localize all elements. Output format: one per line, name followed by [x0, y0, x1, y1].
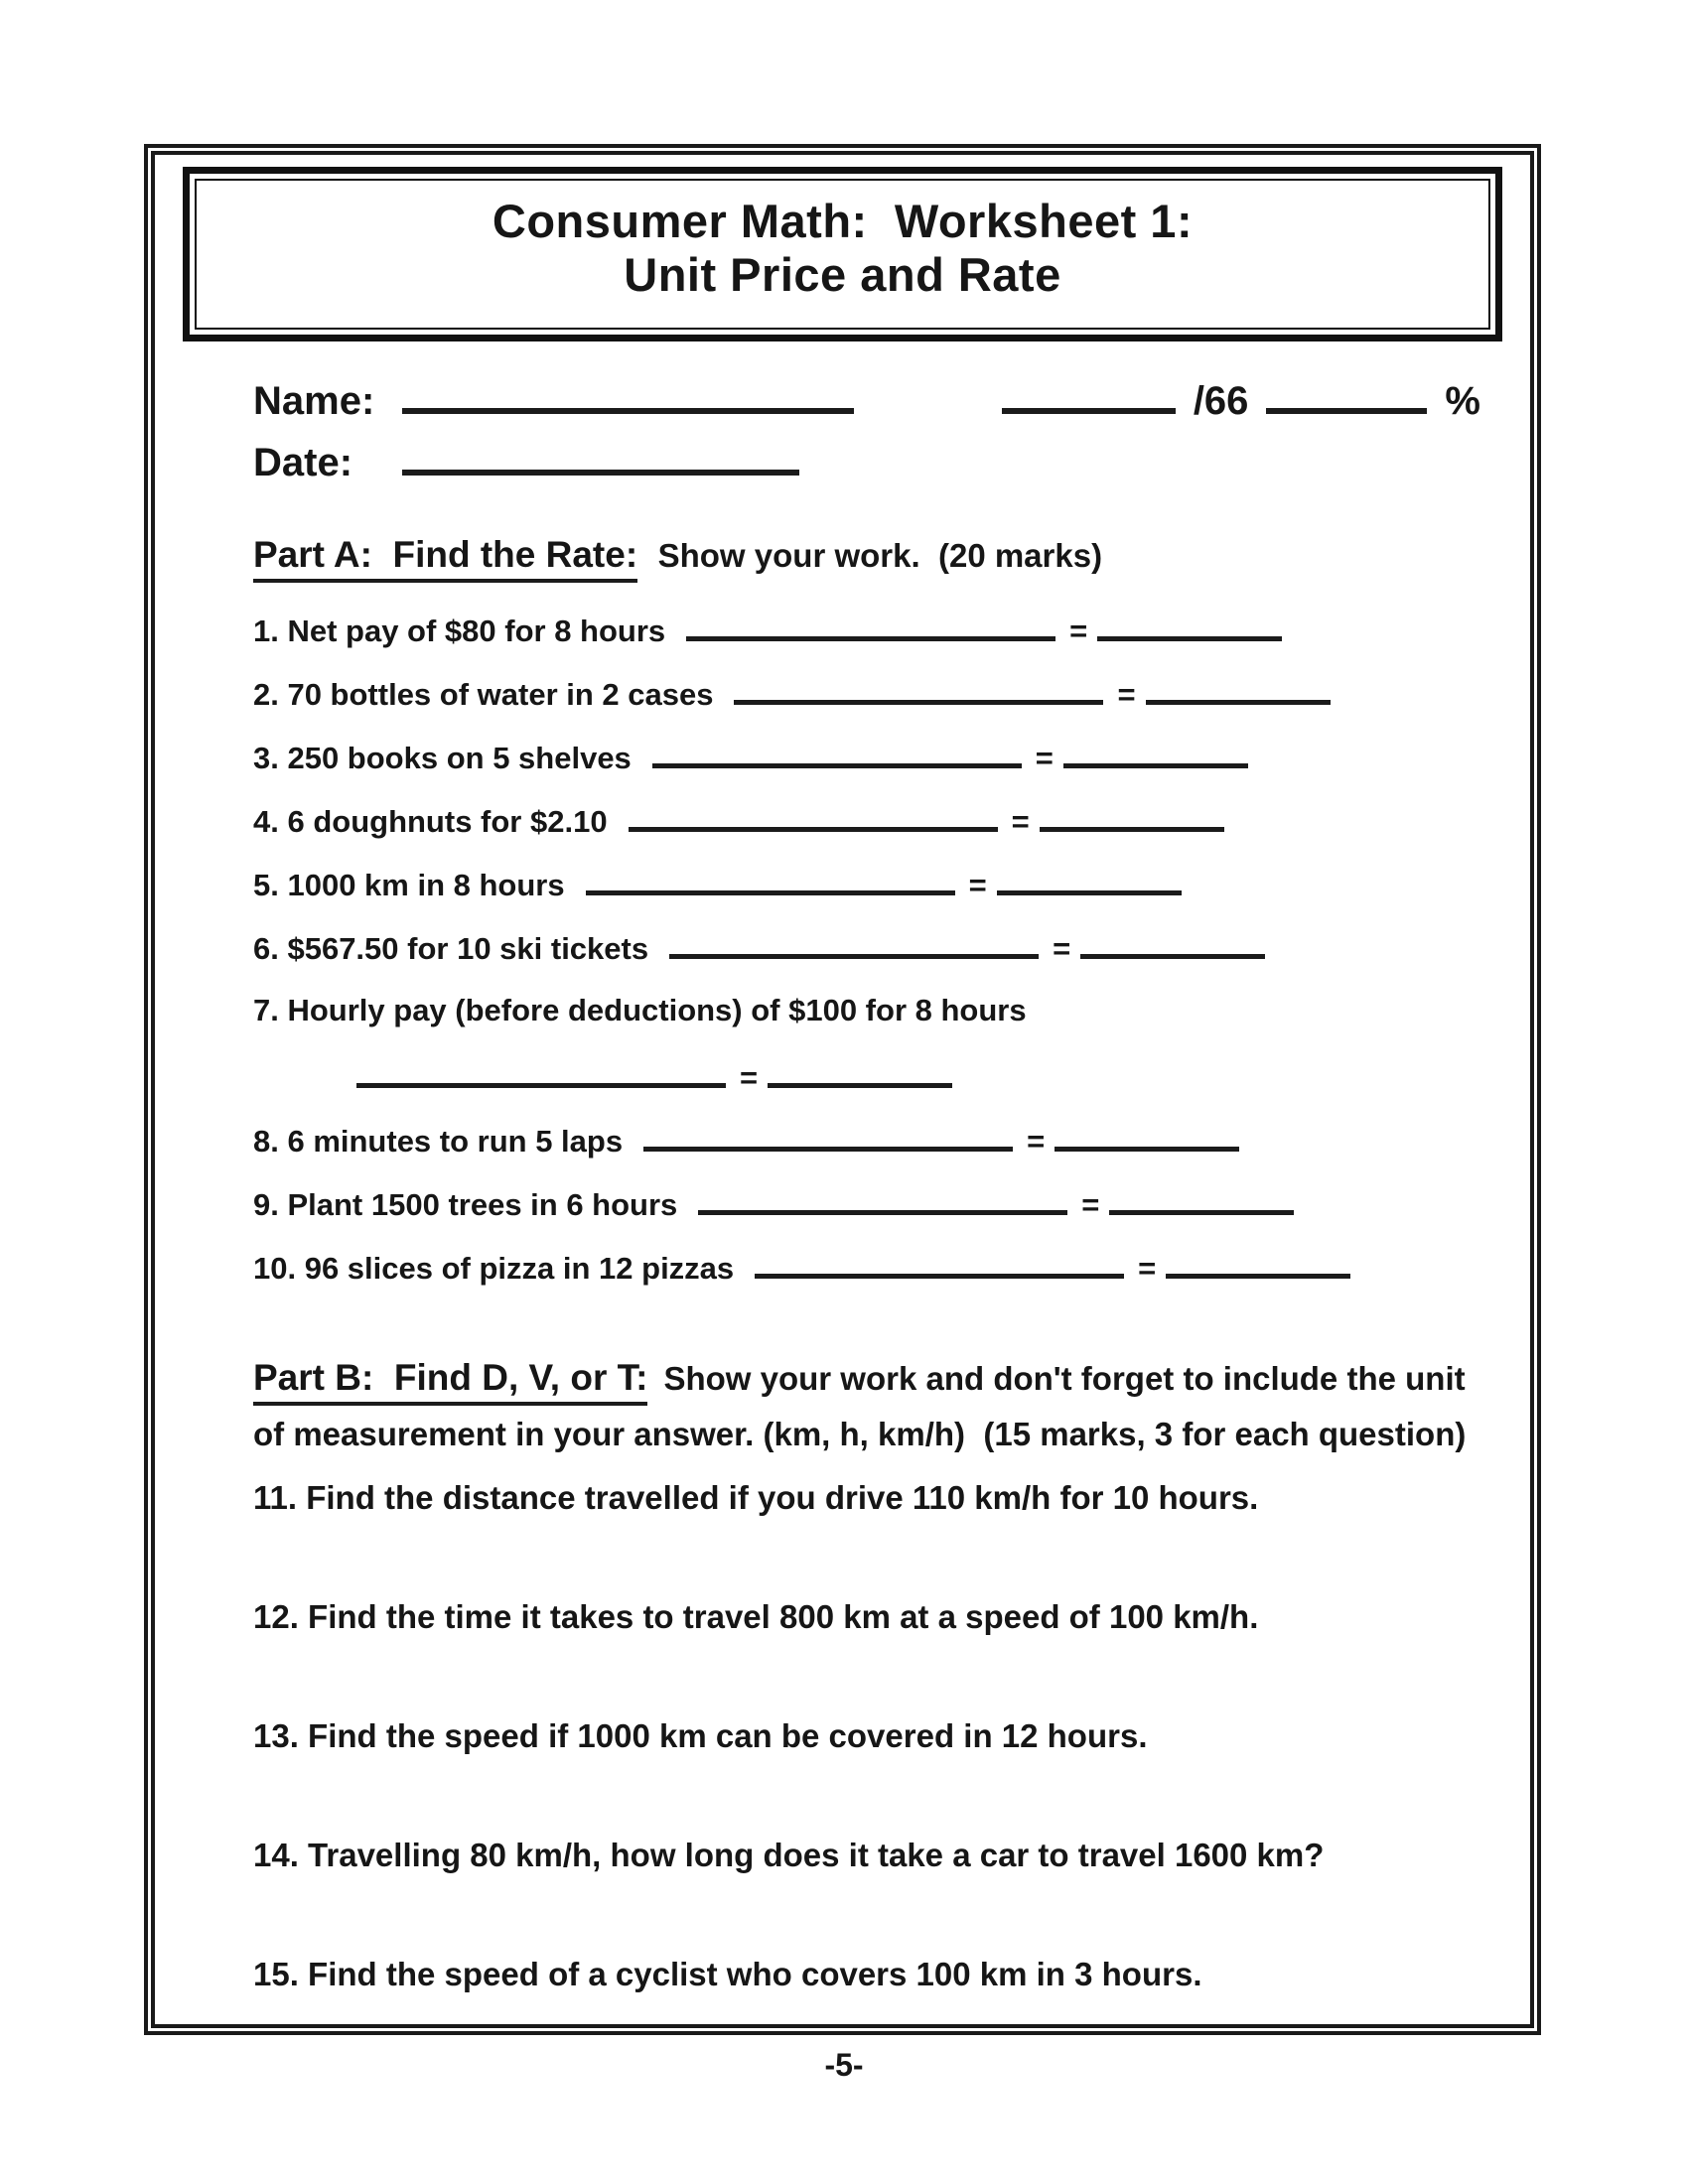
question-row — [253, 929, 1504, 967]
date-label: Date: — [253, 441, 353, 484]
work-blank — [629, 802, 998, 832]
answer-blank — [1097, 612, 1282, 641]
question-row-continuation — [356, 1058, 1504, 1096]
date-row — [253, 439, 1504, 486]
question-text: 11. Find the distance travelled if you drive 110 km/h for 10 hours. — [253, 1479, 1259, 1516]
question-row — [253, 866, 1504, 903]
title-box — [183, 167, 1502, 341]
answer-blank — [1080, 929, 1265, 959]
page-number: -5- — [824, 2047, 864, 2083]
answer-blank — [1040, 802, 1224, 832]
question-text: 10. 96 slices of pizza in 12 pizzas — [253, 1251, 735, 1286]
question-text: 14. Travelling 80 km/h, how long does it take a car to travel 1600 km? — [253, 1837, 1325, 1873]
part-b-heading-row — [253, 1350, 1504, 1462]
work-blank — [755, 1249, 1124, 1279]
answer-blank — [1146, 675, 1331, 705]
answer-blank — [1109, 1185, 1294, 1215]
work-blank — [698, 1185, 1067, 1215]
part-a-instructions: Show your work. (20 marks) — [657, 537, 1103, 574]
answer-blank — [1166, 1249, 1350, 1279]
equals-sign: = — [1011, 804, 1030, 839]
question-row — [253, 802, 1504, 840]
title-box-inner — [195, 179, 1490, 330]
question-text: 8. 6 minutes to run 5 laps — [253, 1124, 624, 1159]
question-text: 9. Plant 1500 trees in 6 hours — [253, 1187, 678, 1222]
work-blank — [734, 675, 1103, 705]
question-row — [253, 1249, 1504, 1287]
work-blank — [652, 739, 1022, 768]
equals-sign: = — [1027, 1124, 1046, 1159]
work-blank — [686, 612, 1055, 641]
equals-sign: = — [968, 868, 987, 902]
answer-blank — [768, 1058, 952, 1088]
work-blank — [356, 1058, 726, 1088]
page-frame — [144, 144, 1541, 2035]
score-total-label: /66 — [1193, 379, 1249, 423]
equals-sign: = — [1035, 741, 1054, 775]
question-text: 6. $567.50 for 10 ski tickets — [253, 931, 649, 966]
question-text: 7. Hourly pay (before deductions) of $100 for 8 hours — [253, 993, 1027, 1027]
part-b-heading: Part B: Find D, V, or T: — [253, 1357, 647, 1406]
answer-blank — [1055, 1122, 1239, 1152]
question-text: 15. Find the speed of a cyclist who covers 100 km in 3 hours. — [253, 1956, 1202, 1992]
equals-sign: = — [1053, 931, 1071, 966]
part-b-instructions: Show your work and don't forget to include the unit of measurement in your answer. (km, h, km/h) (15 marks, 3 for each question) — [253, 1360, 1475, 1452]
worksheet-title-line1: Consumer Math: Worksheet 1: — [492, 195, 1194, 247]
question-row — [253, 1478, 1504, 1518]
question-row — [253, 1716, 1504, 1756]
equals-sign: = — [1117, 677, 1136, 712]
percent-label: % — [1445, 379, 1480, 423]
work-blank — [643, 1122, 1013, 1152]
question-row — [253, 993, 1504, 1028]
question-row — [253, 1836, 1504, 1875]
question-row — [253, 739, 1504, 776]
score-group — [1002, 377, 1480, 425]
answer-blank — [997, 866, 1182, 895]
question-text: 1. Net pay of $80 for 8 hours — [253, 614, 666, 648]
name-blank — [402, 384, 854, 414]
question-text: 13. Find the speed if 1000 km can be covered in 12 hours. — [253, 1717, 1148, 1754]
question-text: 5. 1000 km in 8 hours — [253, 868, 565, 902]
question-row — [253, 1597, 1504, 1637]
equals-sign: = — [1081, 1187, 1100, 1222]
equals-sign: = — [1138, 1251, 1157, 1286]
question-text: 4. 6 doughnuts for $2.10 — [253, 804, 608, 839]
question-row — [253, 1955, 1504, 1994]
question-text: 12. Find the time it takes to travel 800 km at a speed of 100 km/h. — [253, 1598, 1259, 1635]
part-a-heading: Part A: Find the Rate: — [253, 534, 637, 583]
worksheet-content — [253, 377, 1504, 1994]
page-frame-inner — [151, 151, 1534, 2028]
question-row — [253, 675, 1504, 713]
question-text: 3. 250 books on 5 shelves — [253, 741, 632, 775]
part-a-heading-row — [253, 532, 1504, 586]
date-blank — [402, 446, 799, 476]
name-label: Name: — [253, 379, 375, 423]
question-row — [253, 1185, 1504, 1223]
name-row — [253, 377, 1504, 425]
equals-sign: = — [740, 1060, 759, 1095]
answer-blank — [1063, 739, 1248, 768]
question-row — [253, 1122, 1504, 1160]
question-row — [253, 612, 1504, 649]
equals-sign: = — [1069, 614, 1088, 648]
question-text: 2. 70 bottles of water in 2 cases — [253, 677, 714, 712]
score-blank — [1002, 384, 1176, 414]
work-blank — [669, 929, 1039, 959]
worksheet-title-line2: Unit Price and Rate — [624, 248, 1061, 301]
work-blank — [586, 866, 955, 895]
percent-blank — [1266, 384, 1427, 414]
